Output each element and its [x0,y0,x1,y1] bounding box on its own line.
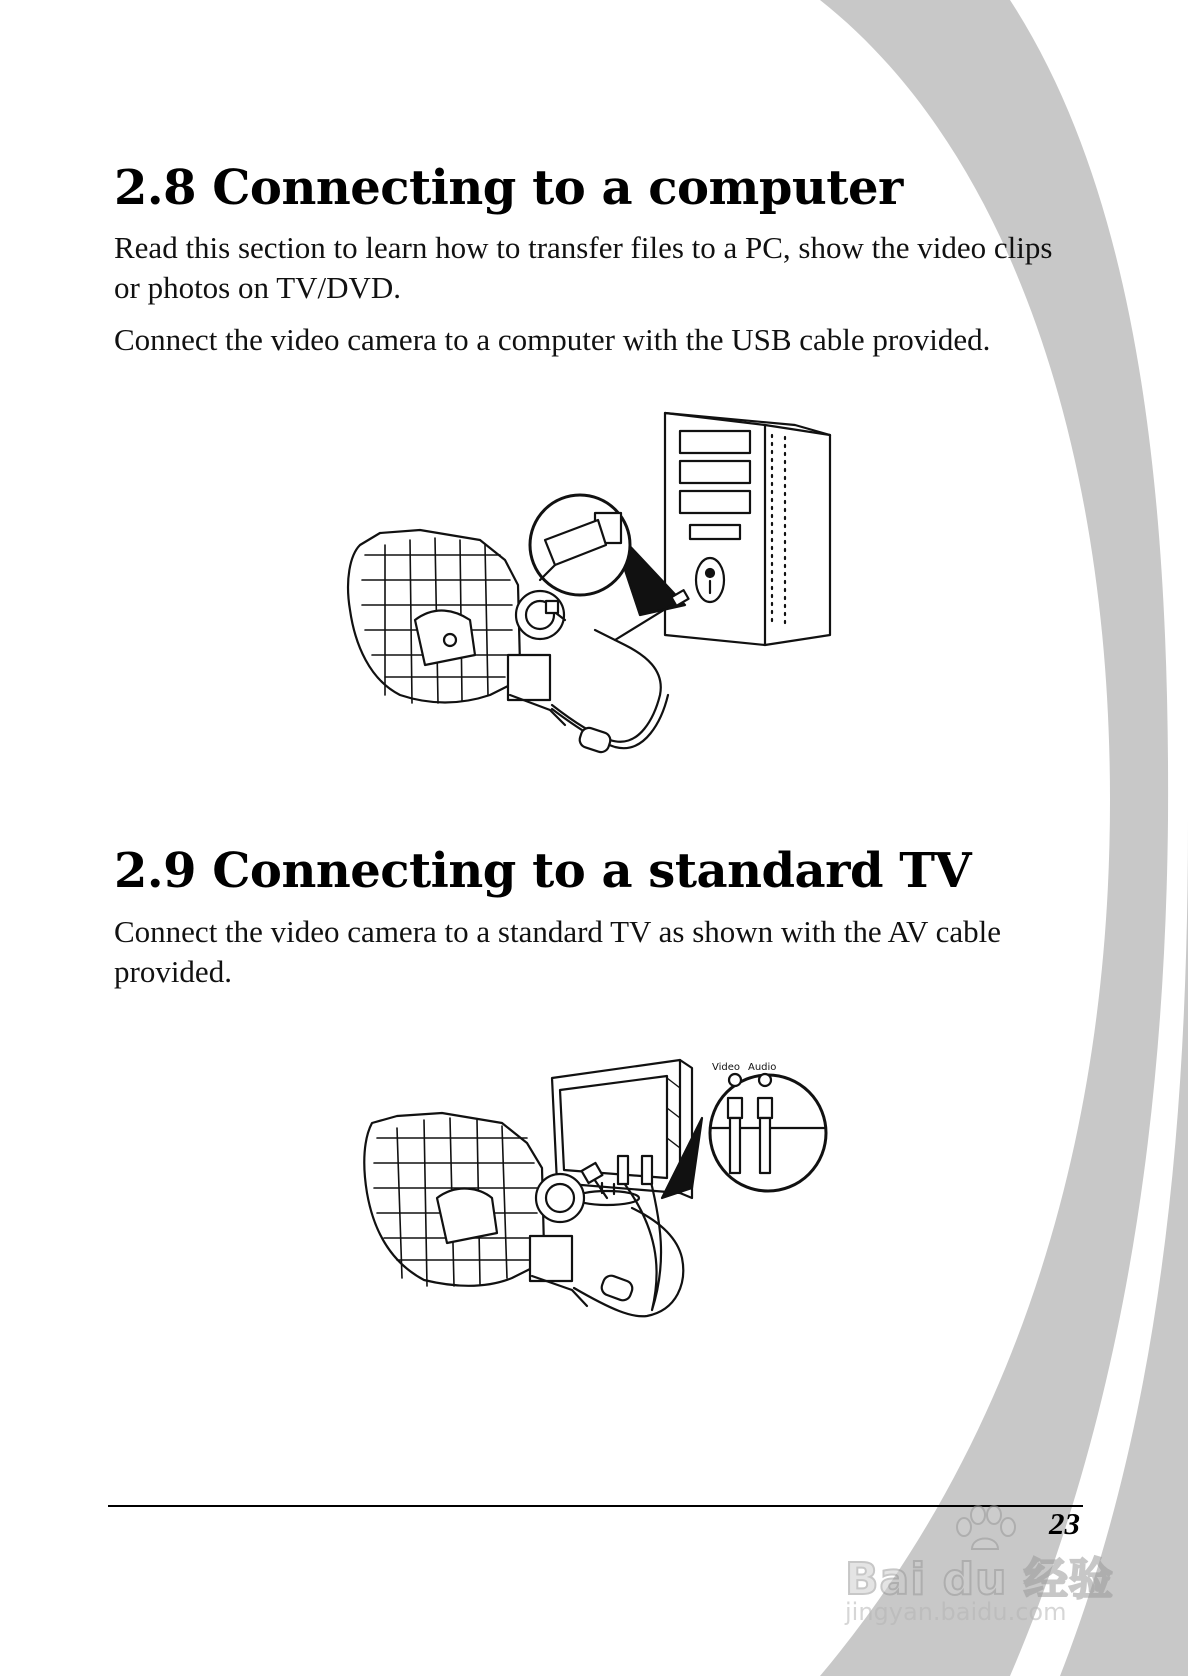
av-jack-magnifier-drawing [662,1062,826,1198]
svg-text:Audio: Audio [748,1062,777,1073]
watermark-brand: Bai du 经验 [845,1554,1114,1605]
intro-paragraph: Read this section to learn how to transfer files to a PC, show the video clips or photos on TV/DVD. [114,230,1053,305]
baidu-watermark [845,1505,1115,1635]
watermark-url: jingyan.baidu.com [845,1598,1067,1626]
usb-instruction-paragraph: Connect the video camera to a computer with the USB cable provided. [114,322,991,357]
tv-instruction-paragraph: Connect the video camera to a standard TV as shown with the AV cable provided. [114,914,1002,989]
svg-text:Video: Video [712,1062,741,1073]
tv-connection-figure [362,1048,832,1408]
pc-tower-drawing [665,413,830,645]
page-number: 23 [1049,1506,1080,1541]
section-heading-computer: 2.8 Connecting to a computer [114,160,903,216]
computer-connection-figure [340,405,840,775]
section-heading-tv: 2.9 Connecting to a standard TV [114,843,972,899]
camera-drawing-2 [364,1113,587,1306]
